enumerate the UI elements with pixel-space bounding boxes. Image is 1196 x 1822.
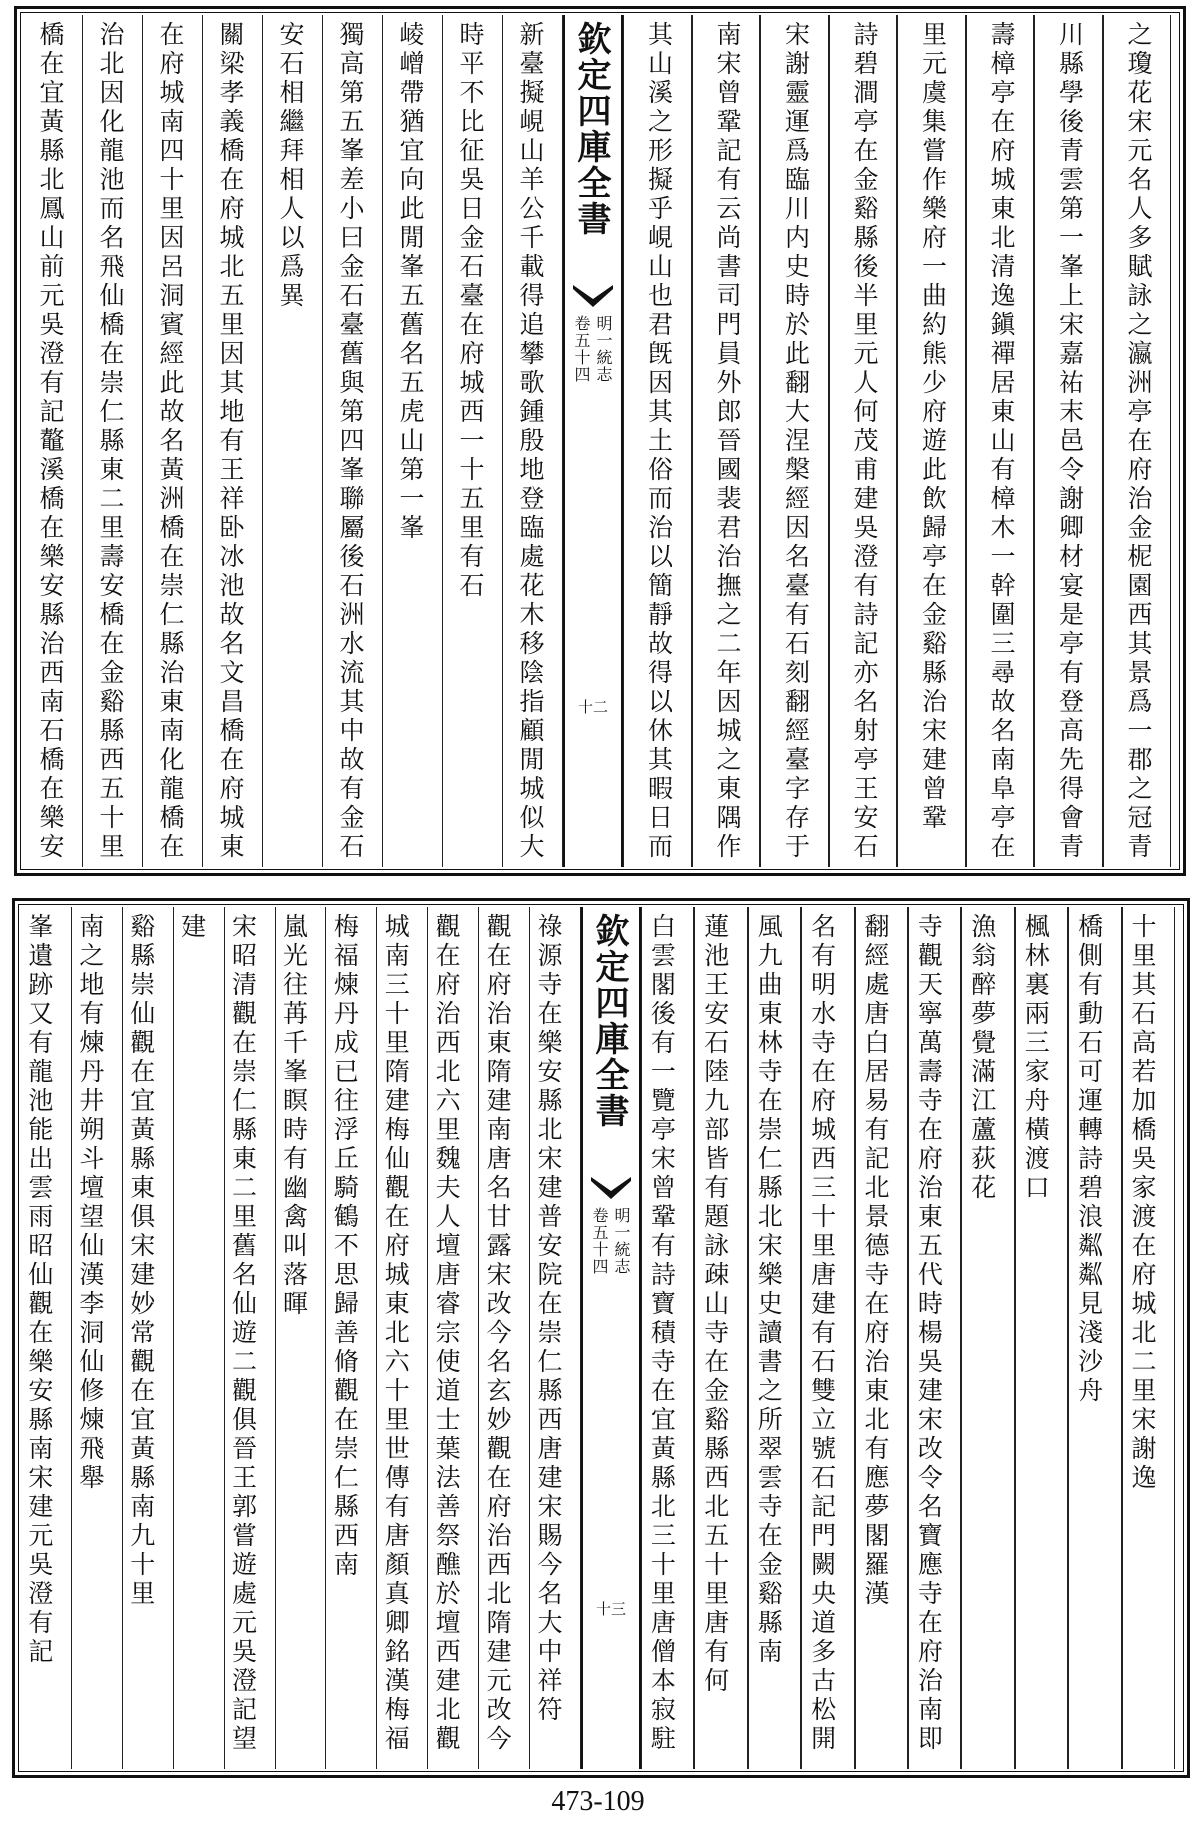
text-column: 詩碧澗亭在金谿縣後半里元人何茂甫建吳澄有詩記亦名射亭王安石	[829, 15, 898, 867]
text-column: 關梁孝義橋在府城北五里因其地有王祥卧冰池故名文昌橋在府城東	[203, 15, 263, 867]
fishtail-mark-icon	[591, 1177, 631, 1199]
folio-number: 十二	[577, 698, 608, 716]
bottom-page	[12, 898, 1190, 1778]
collection-title: 欽定四庫全書	[571, 21, 611, 237]
text-column: 十里其石高若加橋吳家渡在府城北二里宋謝逸	[1122, 907, 1175, 1769]
text-column: 翻經處唐白居易有記北景德寺在府治東北有應夢閣羅漢	[855, 907, 908, 1769]
text-column: 里元虞集嘗作樂府一曲約熊少府遊此飲歸亭在金谿縣治宋建曾鞏	[897, 15, 966, 867]
text-column: 名有明水寺在府城西三十里唐建有石雙立號石記門闕央道多古松開	[801, 907, 854, 1769]
fishtail-mark-icon	[573, 285, 613, 307]
text-column: 宋昭清觀在崇仁縣東二里舊名仙遊二觀俱晉王郭嘗遊處元吳澄記望	[225, 907, 276, 1769]
folio-number: 十三	[595, 1600, 626, 1618]
text-column: 梅福煉丹成已往浮丘騎鶴不思歸善脩觀在崇仁縣西南	[326, 907, 377, 1769]
text-column: 蓮池王安石陸九部皆有題詠疎山寺在金谿縣西北五十里唐有何	[694, 907, 747, 1769]
text-column: 壽樟亭在府城東北清逸鎭禪居東山有樟木一幹圍三尋故名南阜亭在	[966, 15, 1035, 867]
top-page-columns	[23, 15, 1177, 867]
text-column: 安石相繼拜相人以爲異	[263, 15, 323, 867]
text-column: 南宋曾鞏記有云尚書司門員外郎晉國裴君治撫之二年因城之東隅作	[692, 15, 761, 867]
text-column: 新臺擬峴山羊公千載得追攀歌鍾殷地登臨處花木移陰指顧閒城似大	[503, 15, 563, 867]
text-column: 城南三十里隋建梅仙觀在府城東北六十里世傳有唐顏真卿銘漢梅福	[377, 907, 428, 1769]
text-column: 白雲閣後有一覽亭宋曾鞏有詩寶積寺在宜黃縣北三十里唐僧本寂駐	[641, 907, 694, 1769]
text-column: 楓林裏兩三家舟橫渡口	[1015, 907, 1068, 1769]
center-fold	[581, 907, 641, 1769]
book-title: 明一統志	[594, 315, 613, 383]
text-column: 崚嶒帶猶宜向此閒峯五舊名五虎山第一峯	[383, 15, 443, 867]
text-column: 南之地有煉丹井朔斗壇望仙漢李洞仙修煉飛舉	[72, 907, 123, 1769]
text-column: 其山溪之形擬乎峴山也君旣因其土俗而治以簡靜故得以休其暇日而	[623, 15, 692, 867]
text-column: 獨高第五峯差小曰金石臺舊與第四峯聯屬後石洲水流其中故有金石	[323, 15, 383, 867]
volume-label: 卷五十四	[590, 1207, 609, 1275]
top-page	[14, 6, 1186, 876]
book-title: 明一統志	[612, 1207, 631, 1275]
volume-label: 卷五十四	[572, 315, 591, 383]
text-column: 峯遺跡又有龍池能出雲雨昭仙觀在樂安縣南宋建元吳澄有記	[21, 907, 72, 1769]
text-column: 谿縣崇仙觀在宜黃縣東俱宋建妙常觀在宜黃縣南九十里	[123, 907, 174, 1769]
text-column: 在府城南四十里因呂洞賓經此故名黃洲橋在崇仁縣治東南化龍橋在	[143, 15, 203, 867]
text-column: 嵐光往苒千峯瞑時有幽禽叫落暉	[276, 907, 327, 1769]
text-column: 寺觀天寧萬壽寺在府治東五代時楊吳建宋改令名寶應寺在府治南即	[908, 907, 961, 1769]
text-column: 宋謝靈運爲臨川内史時於此翻大涅槃經因名臺有石刻翻經臺字存于	[760, 15, 829, 867]
text-column: 建	[174, 907, 225, 1769]
text-column: 橋側有動石可運轉詩碧浪粼粼見淺沙舟	[1068, 907, 1121, 1769]
text-column: 觀在府治西北六里魏夫人壇唐睿宗使道士葉法善祭醮於壇西建北觀	[428, 907, 479, 1769]
text-column: 時平不比征吳日金石臺在府城西一十五里有石	[443, 15, 503, 867]
text-column: 川縣學後青雲第一峯上宋嘉祐末邑令謝卿材宴是亭有登高先得會青	[1034, 15, 1103, 867]
text-column: 風九曲東林寺在崇仁縣北宋樂史讀書之所翠雲寺在金谿縣南	[748, 907, 801, 1769]
text-column: 之瓊花宋元名人多賦詠之瀛洲亭在府治金柅園西其景爲一郡之冠青	[1103, 15, 1172, 867]
bottom-page-columns	[21, 907, 1181, 1769]
text-column: 觀在府治東隋建南唐名甘露宋改今名玄妙觀在府治西北隋建元改今	[479, 907, 530, 1769]
text-column: 治北因化龍池而名飛仙橋在崇仁縣東二里壽安橋在金谿縣西五十里	[83, 15, 143, 867]
text-column: 橋在宜黃縣北鳳山前元吳澄有記鼇溪橋在樂安縣治西南石橋在樂安	[23, 15, 83, 867]
text-column: 漁翁醉夢覺滿江蘆荻花	[961, 907, 1014, 1769]
page-reference-number: 473-109	[551, 1786, 645, 1817]
collection-title: 欽定四庫全書	[589, 913, 629, 1129]
center-fold	[563, 15, 623, 867]
text-column: 祿源寺在樂安縣北宋建普安院在崇仁縣西唐建宋賜今名大中祥符	[530, 907, 581, 1769]
